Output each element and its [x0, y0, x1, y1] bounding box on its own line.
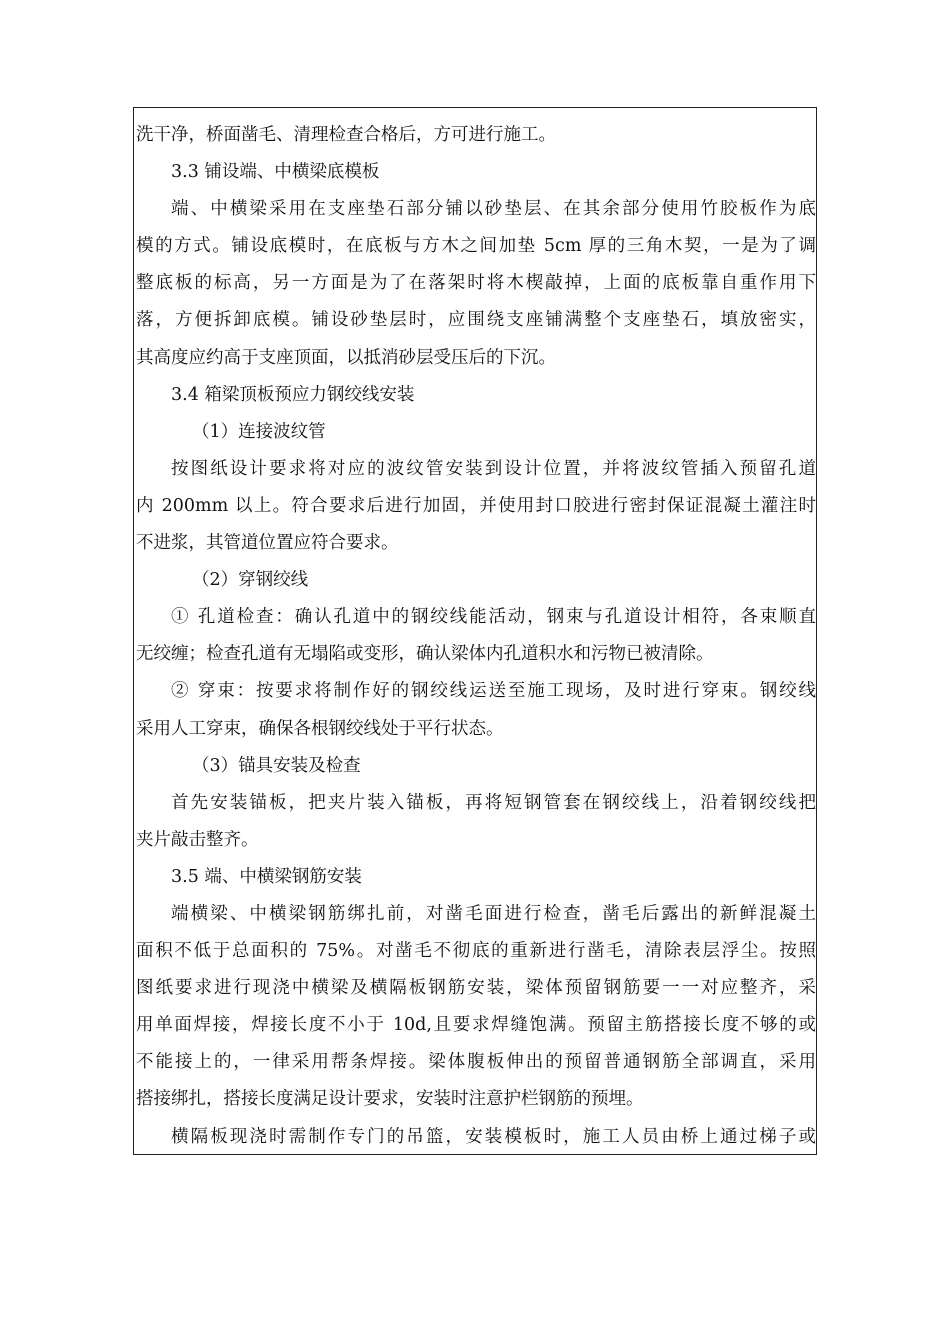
text-line: 搭接绑扎，搭接长度满足设计要求，安装时注意护栏钢筋的预埋。 [136, 1089, 644, 1110]
text-line: 采用人工穿束，确保各根钢绞线处于平行状态。 [136, 718, 504, 739]
text-line: （1）连接波纹管 [192, 421, 326, 442]
text-line: 3.5 端、中横梁钢筋安装 [171, 866, 362, 887]
text-line: 图纸要求进行现浇中横梁及横隔板钢筋安装，梁体预留钢筋要一一对应整齐，采 [136, 978, 816, 999]
text-line: 内 200mm 以上。符合要求后进行加固，并使用封口胶进行密封保证混凝土灌注时 [136, 495, 816, 516]
text-line: 夹片敲击整齐。 [136, 829, 259, 850]
text-line: 其高度应约高于支座顶面，以抵消砂层受压后的下沉。 [136, 347, 556, 368]
text-line: 3.3 铺设端、中横梁底模板 [171, 162, 380, 183]
text-line: 无绞缠；检查孔道有无塌陷或变形，确认梁体内孔道积水和污物已被清除。 [136, 644, 714, 665]
text-line: 用单面焊接，焊接长度不小于 10d,且要求焊缝饱满。预留主筋搭接长度不够的或 [136, 1015, 816, 1036]
text-line: （3）锚具安装及检查 [192, 755, 361, 776]
document-body [134, 117, 816, 1156]
text-line: 不进浆，其管道位置应符合要求。 [136, 533, 399, 554]
text-line: 3.4 箱梁顶板预应力钢绞线安装 [171, 384, 415, 405]
text-line: 模的方式。铺设底模时，在底板与方木之间加垫 5cm 厚的三角木契，一是为了调 [136, 236, 816, 257]
text-line: （2）穿钢绞线 [192, 570, 309, 591]
text-line: 横隔板现浇时需制作专门的吊篮，安装模板时，施工人员由桥上通过梯子或 [171, 1126, 816, 1147]
text-line: 落，方便拆卸底模。铺设砂垫层时，应围绕支座铺满整个支座垫石，填放密实， [136, 310, 816, 331]
text-line: 不能接上的，一律采用帮条焊接。梁体腹板伸出的预留普通钢筋全部调直，采用 [136, 1052, 816, 1073]
text-line: 端横梁、中横梁钢筋绑扎前，对凿毛面进行检查，凿毛后露出的新鲜混凝土 [171, 903, 816, 924]
text-line: 端、中横梁采用在支座垫石部分铺以砂垫层、在其余部分使用竹胶板作为底 [171, 199, 816, 220]
text-line: 首先安装锚板，把夹片装入锚板，再将短钢管套在钢绞线上，沿着钢绞线把 [171, 792, 816, 813]
text-line: ① 孔道检查：确认孔道中的钢绞线能活动，钢束与孔道设计相符，各束顺直 [171, 607, 816, 628]
text-line: 洗干净，桥面凿毛、清理检查合格后，方可进行施工。 [136, 125, 556, 145]
document-frame [133, 107, 817, 1155]
text-line: 面积不低于总面积的 75%。对凿毛不彻底的重新进行凿毛，清除表层浮尘。按照 [136, 941, 816, 962]
text-line: 按图纸设计要求将对应的波纹管安装到设计位置，并将波纹管插入预留孔道 [171, 458, 816, 479]
text-line: 整底板的标高，另一方面是为了在落架时将木楔敲掉，上面的底板靠自重作用下 [136, 273, 816, 294]
text-line: ② 穿束：按要求将制作好的钢绞线运送至施工现场，及时进行穿束。钢绞线 [171, 681, 816, 702]
